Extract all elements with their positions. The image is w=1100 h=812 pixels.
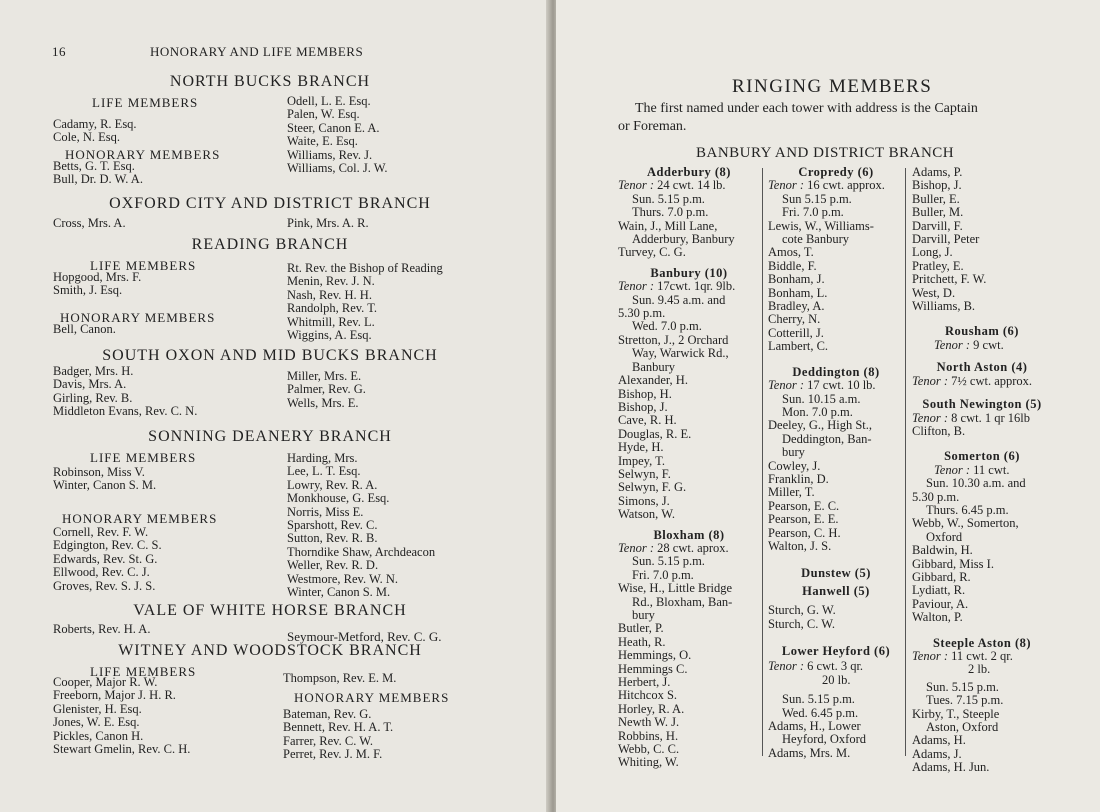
list-item: Bishop, H. <box>618 386 672 401</box>
list-item: Lydiatt, R. <box>912 583 966 598</box>
north-bucks-honorary-list <box>53 160 143 187</box>
witney-title: WITNEY AND WOODSTOCK BRANCH <box>118 642 422 659</box>
list-item: Smith, J. Esq. <box>53 283 123 298</box>
list-item: Middleton Evans, Rev. C. N. <box>53 404 198 419</box>
list-item: Lewis, W., Williams- <box>768 218 874 233</box>
intro-line-1: The first named under each tower with address is the Captain <box>635 101 978 116</box>
tenor-weight: 8 cwt. 1 qr 16lb <box>951 410 1030 425</box>
list-item: Perret, Rev. J. M. F. <box>283 747 383 762</box>
list-item: Cole, N. Esq. <box>53 130 121 145</box>
reading-col2-list <box>287 262 443 342</box>
practice-time: 5.30 p.m. <box>618 306 666 321</box>
list-item: Cross, Mrs. A. <box>53 216 126 230</box>
list-item: Adams, H., Lower <box>768 719 861 734</box>
list-item: Stewart Gmelin, Rev. C. H. <box>53 742 191 757</box>
list-item: Menin, Rev. J. N. <box>287 274 375 289</box>
list-item: Seymour-Metford, Rev. C. G. <box>287 629 442 644</box>
list-item: Odell, L. E. Esq. <box>287 94 371 108</box>
tenor-label: Tenor : <box>618 279 655 294</box>
list-item: Groves, Rev. S. J. S. <box>53 578 156 593</box>
list-item: Biddle, F. <box>768 258 817 273</box>
list-item: Gibbard, Miss I. <box>912 556 994 571</box>
tenor-weight: 16 cwt. approx. <box>807 178 885 193</box>
list-item: Girling, Rev. B. <box>53 390 133 405</box>
list-item: Thompson, Rev. E. M. <box>283 671 397 685</box>
list-item: Edgington, Rev. C. S. <box>53 538 162 553</box>
list-item: cote Banbury <box>782 232 849 247</box>
tenor-weight-cont: 20 lb. <box>822 672 851 687</box>
list-item: Ellwood, Rev. C. J. <box>53 565 150 580</box>
list-item: Norris, Miss E. <box>287 504 364 519</box>
list-item: Williams, Rev. J. <box>287 147 373 162</box>
tenor-label: Tenor : <box>618 540 655 555</box>
tower-name: Hanwell (5) <box>802 583 870 598</box>
list-item: Pratley, E. <box>912 258 964 273</box>
list-item: Heath, R. <box>618 634 666 649</box>
list-item: Adams, H. <box>912 733 966 748</box>
banbury-branch-title: BANBURY AND DISTRICT BRANCH <box>696 145 955 161</box>
list-item: Whiting, W. <box>618 755 679 770</box>
tenor-weight-cont: 2 lb. <box>968 662 991 677</box>
list-item: Steer, Canon E. A. <box>287 120 380 135</box>
list-item: Davis, Mrs. A. <box>53 377 127 392</box>
sonning-col2-list <box>287 452 435 599</box>
list-item: Lowry, Rev. R. A. <box>287 477 378 492</box>
tower-name: Dunstew (5) <box>801 566 871 581</box>
tenor-label: Tenor : <box>768 659 805 674</box>
list-item: Selwyn, F. <box>618 466 671 481</box>
sonning-life-list <box>53 466 156 493</box>
tower-column-3 <box>912 166 1052 775</box>
list-item: Cave, R. H. <box>618 413 677 428</box>
list-item: Thorndike Shaw, Archdeacon <box>287 544 436 559</box>
list-item: Bishop, J. <box>912 178 962 193</box>
tower-name: North Aston (4) <box>936 360 1028 375</box>
list-item: Robinson, Miss V. <box>53 465 145 479</box>
list-item: Bennett, Rev. H. A. T. <box>283 720 394 735</box>
witney-col2-list <box>283 708 393 762</box>
list-item: Lambert, C. <box>768 339 829 354</box>
tower-name: Banbury (10) <box>650 265 728 280</box>
list-item: Waite, E. Esq. <box>287 134 358 149</box>
oxford-title: OXFORD CITY AND DISTRICT BRANCH <box>109 195 431 212</box>
tenor-label: Tenor : <box>768 178 805 193</box>
list-item: Badger, Mrs. H. <box>53 364 134 378</box>
practice-time: Sun. 10.30 a.m. and <box>926 476 1026 491</box>
list-item: Deddington, Ban- <box>782 431 872 446</box>
reading-title: READING BRANCH <box>191 236 349 253</box>
list-item: Banbury <box>632 359 676 374</box>
list-item: Pearson, E. E. <box>768 512 839 527</box>
list-item: Weller, Rev. R. D. <box>287 558 379 573</box>
page-number: 16 <box>52 44 66 59</box>
tower-column-1 <box>618 166 760 770</box>
list-item: Bull, Dr. D. W. A. <box>53 172 143 187</box>
list-item: Pearson, C. H. <box>768 525 841 540</box>
practice-time: Fri. 7.0 p.m. <box>782 205 844 220</box>
list-item: Rd., Bloxham, Ban- <box>632 594 733 609</box>
list-item: Wells, Mrs. E. <box>287 395 359 410</box>
list-item: Edwards, Rev. St. G. <box>53 551 158 566</box>
practice-time: Sun. 5.15 p.m. <box>926 679 999 694</box>
reading-life-label: LIFE MEMBERS <box>90 258 197 273</box>
list-item: Sturch, G. W. <box>768 603 836 618</box>
list-item: Robbins, H. <box>618 728 679 743</box>
list-item: Wise, H., Little Bridge <box>618 581 733 596</box>
list-item: Cadamy, R. Esq. <box>53 117 137 131</box>
tenor-label: Tenor : <box>618 178 655 193</box>
list-item: Roberts, Rev. H. A. <box>53 622 151 636</box>
list-item: Wiggins, A. Esq. <box>287 328 372 343</box>
tower-name: Deddington (8) <box>792 364 880 379</box>
list-item: Oxford <box>926 529 963 544</box>
running-head: HONORARY AND LIFE MEMBERS <box>150 44 364 59</box>
list-item: Sparshott, Rev. C. <box>287 518 378 533</box>
north-bucks-honorary-label: HONORARY MEMBERS <box>65 147 221 162</box>
tenor-weight: 28 cwt. aprox. <box>657 540 729 555</box>
list-item: Way, Warwick Rd., <box>632 346 729 361</box>
list-item: Monkhouse, G. Esq. <box>287 491 390 506</box>
practice-time: 5.30 p.m. <box>912 489 960 504</box>
list-item: Whitmill, Rev. L. <box>287 314 375 329</box>
list-item: Amos, T. <box>768 245 814 260</box>
list-item: Wain, J., Mill Lane, <box>618 218 718 233</box>
witney-col1-list <box>53 676 190 756</box>
south-oxon-title: SOUTH OXON AND MID BUCKS BRANCH <box>102 347 438 364</box>
tower-name: Somerton (6) <box>944 449 1020 464</box>
tenor-weight: 11 cwt. 2 qr. <box>951 649 1013 663</box>
list-item: Herbert, J. <box>618 675 671 690</box>
list-item: Webb, W., Somerton, <box>912 516 1019 531</box>
north-bucks-title: NORTH BUCKS BRANCH <box>169 73 371 90</box>
practice-time: Sun. 5.15 p.m. <box>632 191 705 206</box>
column-divider <box>762 168 763 756</box>
north-bucks-col2-list <box>287 95 388 175</box>
list-item: Hyde, H. <box>618 440 664 455</box>
list-item: Bradley, A. <box>768 299 825 314</box>
practice-time: Wed. 6.45 p.m. <box>782 705 859 720</box>
list-item: Miller, T. <box>768 485 815 500</box>
list-item: Adams, Mrs. M. <box>768 745 851 760</box>
list-item: Deeley, G., High St., <box>768 418 873 433</box>
list-item: Palen, W. Esq. <box>287 107 360 122</box>
list-item: Cooper, Major R. W. <box>53 675 158 689</box>
tower-name: Bloxham (8) <box>653 527 725 542</box>
list-item: Pink, Mrs. A. R. <box>287 216 369 230</box>
list-item: Cowley, J. <box>768 458 821 473</box>
witney-life-label: LIFE MEMBERS <box>90 664 197 679</box>
list-item: Franklin, D. <box>768 471 829 486</box>
north-bucks-life-label: LIFE MEMBERS <box>92 95 199 110</box>
list-item: Watson, W. <box>618 507 675 522</box>
list-item: Betts, G. T. Esq. <box>53 159 135 173</box>
list-item: Adams, H. Jun. <box>912 760 990 775</box>
list-item: Williams, B. <box>912 299 976 314</box>
list-item: Paviour, A. <box>912 596 969 611</box>
tenor-weight: 6 cwt. 3 qr. <box>807 659 864 674</box>
tower-name: Cropredy (6) <box>798 165 874 179</box>
tenor-weight: 9 cwt. <box>973 337 1004 352</box>
list-item: Cornell, Rev. F. W. <box>53 525 149 539</box>
list-item: Adams, P. <box>912 165 963 179</box>
list-item: Cherry, N. <box>768 312 821 327</box>
tenor-label: Tenor : <box>768 378 805 393</box>
list-item: Harding, Mrs. <box>287 451 358 465</box>
list-item: Bateman, Rev. G. <box>283 707 372 721</box>
south-oxon-col2-list <box>287 370 366 410</box>
tower-name: Rousham (6) <box>945 324 1019 339</box>
south-oxon-col1-list <box>53 365 197 419</box>
list-item: Hopgood, Mrs. F. <box>53 270 142 284</box>
list-item: Williams, Col. J. W. <box>287 161 388 176</box>
list-item: Nash, Rev. H. H. <box>287 287 372 302</box>
list-item: Sturch, C. W. <box>768 616 836 631</box>
list-item: Farrer, Rev. C. W. <box>283 733 373 748</box>
list-item: Long, J. <box>912 245 953 260</box>
tower-name: Lower Heyford (6) <box>781 644 891 658</box>
list-item: Horley, R. A. <box>618 701 685 716</box>
tenor-weight: 7½ cwt. approx. <box>951 373 1033 388</box>
practice-time: Sun. 10.15 a.m. <box>782 391 861 406</box>
list-item: Alexander, H. <box>618 373 688 388</box>
sonning-honorary-label: HONORARY MEMBERS <box>62 511 218 526</box>
list-item: Cotterill, J. <box>768 325 824 340</box>
tower-column-2 <box>768 166 904 760</box>
practice-time: Wed. 7.0 p.m. <box>632 319 702 334</box>
practice-time: Thurs. 7.0 p.m. <box>632 205 709 220</box>
intro-line-2: or Foreman. <box>618 119 687 134</box>
vale-title: VALE OF WHITE HORSE BRANCH <box>133 602 407 619</box>
list-item: Freeborn, Major J. H. R. <box>53 688 176 703</box>
list-item: Buller, E. <box>912 191 960 206</box>
list-item: Baldwin, H. <box>912 543 973 558</box>
list-item: Impey, T. <box>618 453 665 468</box>
list-item: Clifton, B. <box>912 423 966 438</box>
list-item: Buller, M. <box>912 205 964 220</box>
practice-time: Mon. 7.0 p.m. <box>782 404 853 419</box>
list-item: Darvill, F. <box>912 218 963 233</box>
list-item: Jones, W. E. Esq. <box>53 715 140 730</box>
list-item: Glenister, H. Esq. <box>53 701 142 716</box>
list-item: Webb, C. C. <box>618 742 680 757</box>
witney-honorary-label: HONORARY MEMBERS <box>294 690 450 705</box>
list-item: Stretton, J., 2 Orchard <box>618 332 729 347</box>
list-item: Walton, J. S. <box>768 538 832 553</box>
tenor-label: Tenor : <box>934 462 971 477</box>
list-item: Turvey, C. G. <box>618 245 686 260</box>
list-item: Bonham, J. <box>768 272 825 287</box>
right-page <box>556 0 1100 812</box>
sonning-title: SONNING DEANERY BRANCH <box>148 428 392 445</box>
practice-time: Thurs. 6.45 p.m. <box>926 502 1009 517</box>
list-item: Pritchett, F. W. <box>912 272 987 287</box>
list-item: Selwyn, F. G. <box>618 480 687 495</box>
tower-name: South Newington (5) <box>922 397 1042 412</box>
list-item: Bonham, L. <box>768 285 828 300</box>
list-item: Adams, J. <box>912 746 962 761</box>
list-item: West, D. <box>912 285 956 300</box>
list-item: Simons, J. <box>618 493 670 508</box>
list-item: bury <box>782 445 805 460</box>
tenor-weight: 11 cwt. <box>973 462 1010 477</box>
list-item: Darvill, Peter <box>912 232 980 247</box>
list-item: Winter, Canon S. M. <box>287 585 391 600</box>
list-item: Pickles, Canon H. <box>53 728 144 743</box>
tenor-label: Tenor : <box>912 649 949 663</box>
list-item: Bell, Canon. <box>53 322 116 336</box>
tower-name: Adderbury (8) <box>647 165 731 179</box>
practice-time: Sun. 5.15 p.m. <box>632 554 705 569</box>
practice-time: Sun. 5.15 p.m. <box>782 692 855 707</box>
list-item: Miller, Mrs. E. <box>287 369 362 383</box>
sonning-honorary-list <box>53 526 162 593</box>
tenor-label: Tenor : <box>912 410 949 425</box>
tenor-weight: 17 cwt. 10 lb. <box>807 378 876 393</box>
list-item: Lee, L. T. Esq. <box>287 464 361 479</box>
sonning-life-label: LIFE MEMBERS <box>90 450 197 465</box>
list-item: Butler, P. <box>618 621 664 636</box>
reading-life-list <box>53 271 141 298</box>
list-item: Bishop, J. <box>618 399 668 414</box>
list-item: Rt. Rev. the Bishop of Reading <box>287 261 443 275</box>
list-item: Winter, Canon S. M. <box>53 478 157 493</box>
list-item: Newth W. J. <box>618 715 680 730</box>
list-item: Westmore, Rev. W. N. <box>287 571 399 586</box>
list-item: Sutton, Rev. R. B. <box>287 531 378 546</box>
practice-time: Sun 5.15 p.m. <box>782 191 852 206</box>
tenor-label: Tenor : <box>934 337 971 352</box>
list-item: Douglas, R. E. <box>618 426 692 441</box>
list-item: Aston, Oxford <box>926 720 999 735</box>
list-item: bury <box>632 608 655 622</box>
list-item: Hemmings, O. <box>618 648 692 663</box>
list-item: Randolph, Rev. T. <box>287 301 378 316</box>
list-item: Kirby, T., Steeple <box>912 706 1000 721</box>
practice-time: Tues. 7.15 p.m. <box>926 693 1004 708</box>
column-divider <box>905 168 906 756</box>
north-bucks-life-list <box>53 118 137 145</box>
list-item: Heyford, Oxford <box>782 732 867 747</box>
practice-time: Sun. 9.45 a.m. and <box>632 292 726 307</box>
tenor-weight: 17cwt. 1qr. 9lb. <box>657 279 736 294</box>
practice-time: Fri. 7.0 p.m. <box>632 567 694 582</box>
ringing-members-title: RINGING MEMBERS <box>732 76 933 97</box>
tenor-label: Tenor : <box>912 373 949 388</box>
list-item: Adderbury, Banbury <box>632 232 735 247</box>
list-item: Palmer, Rev. G. <box>287 382 366 397</box>
reading-honorary-label: HONORARY MEMBERS <box>60 310 216 325</box>
tenor-weight: 24 cwt. 14 lb. <box>657 178 726 193</box>
list-item: Pearson, E. C. <box>768 498 840 513</box>
list-item: Gibbard, R. <box>912 569 971 584</box>
list-item: Hemmings C. <box>618 661 688 676</box>
list-item: Walton, P. <box>912 610 963 625</box>
tower-name: Steeple Aston (8) <box>932 635 1032 650</box>
list-item: Hitchcox S. <box>618 688 678 703</box>
